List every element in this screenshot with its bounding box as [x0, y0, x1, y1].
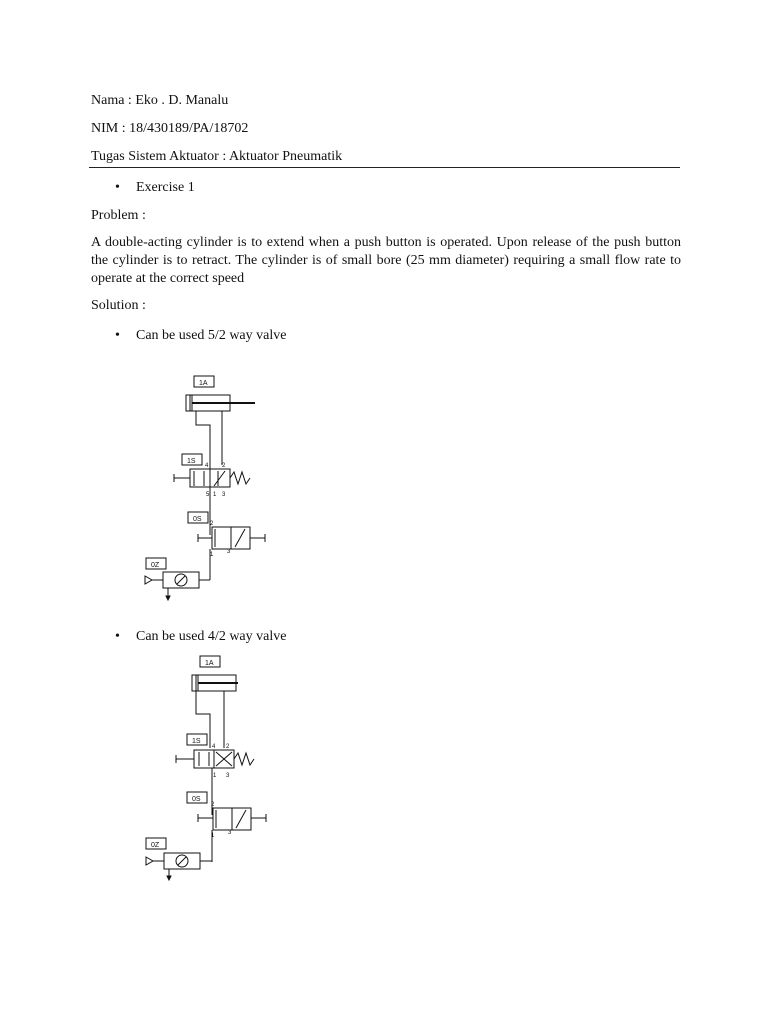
solution-1-text: Can be used 5/2 way valve: [136, 328, 287, 343]
bullet-dot: •: [115, 180, 120, 195]
port-label: 1: [213, 773, 217, 779]
exercise-title: Exercise 1: [136, 180, 195, 195]
solution-label: Solution :: [91, 298, 146, 313]
solution-2-text: Can be used 4/2 way valve: [136, 629, 287, 644]
port-label: 1: [210, 552, 214, 558]
spring-icon: [234, 753, 254, 765]
port-label: 2: [210, 521, 214, 527]
student-name: Nama : Eko . D. Manalu: [91, 93, 229, 108]
label-1S: 1S: [187, 458, 196, 465]
label-0S: 0S: [193, 516, 202, 523]
course-title: Tugas Sistem Aktuator : Aktuator Pneumatik: [91, 149, 343, 164]
port-label: 2: [226, 744, 230, 750]
port-label: 3: [228, 830, 232, 836]
port-label: 4: [212, 744, 216, 750]
label-0Z: 0Z: [151, 842, 160, 849]
port-label: 5: [206, 492, 210, 498]
port-label: 3: [226, 773, 230, 779]
port-label: 1: [213, 492, 217, 498]
bullet-dot: •: [115, 328, 120, 343]
label-1A: 1A: [205, 660, 214, 667]
student-id: NIM : 18/430189/PA/18702: [91, 121, 249, 136]
port-label: 2: [211, 802, 215, 808]
label-1S: 1S: [192, 738, 201, 745]
port-label: 1: [211, 833, 215, 839]
bullet-dot: •: [115, 629, 120, 644]
port-label: 2: [222, 463, 226, 469]
problem-label: Problem :: [91, 208, 146, 223]
port-label: 3: [227, 549, 231, 555]
problem-text: A double-acting cylinder is to extend when a push button is operated. Upon release of the push button the cylinder is to retract. The cylinder is of small bore (25 mm diameter) requiring a small flow rate to operate at the correct speed: [91, 235, 681, 286]
label-1A: 1A: [199, 380, 208, 387]
port-label: 3: [222, 492, 226, 498]
port-label: 4: [205, 463, 209, 469]
label-0S: 0S: [192, 796, 201, 803]
label-0Z: 0Z: [151, 562, 160, 569]
